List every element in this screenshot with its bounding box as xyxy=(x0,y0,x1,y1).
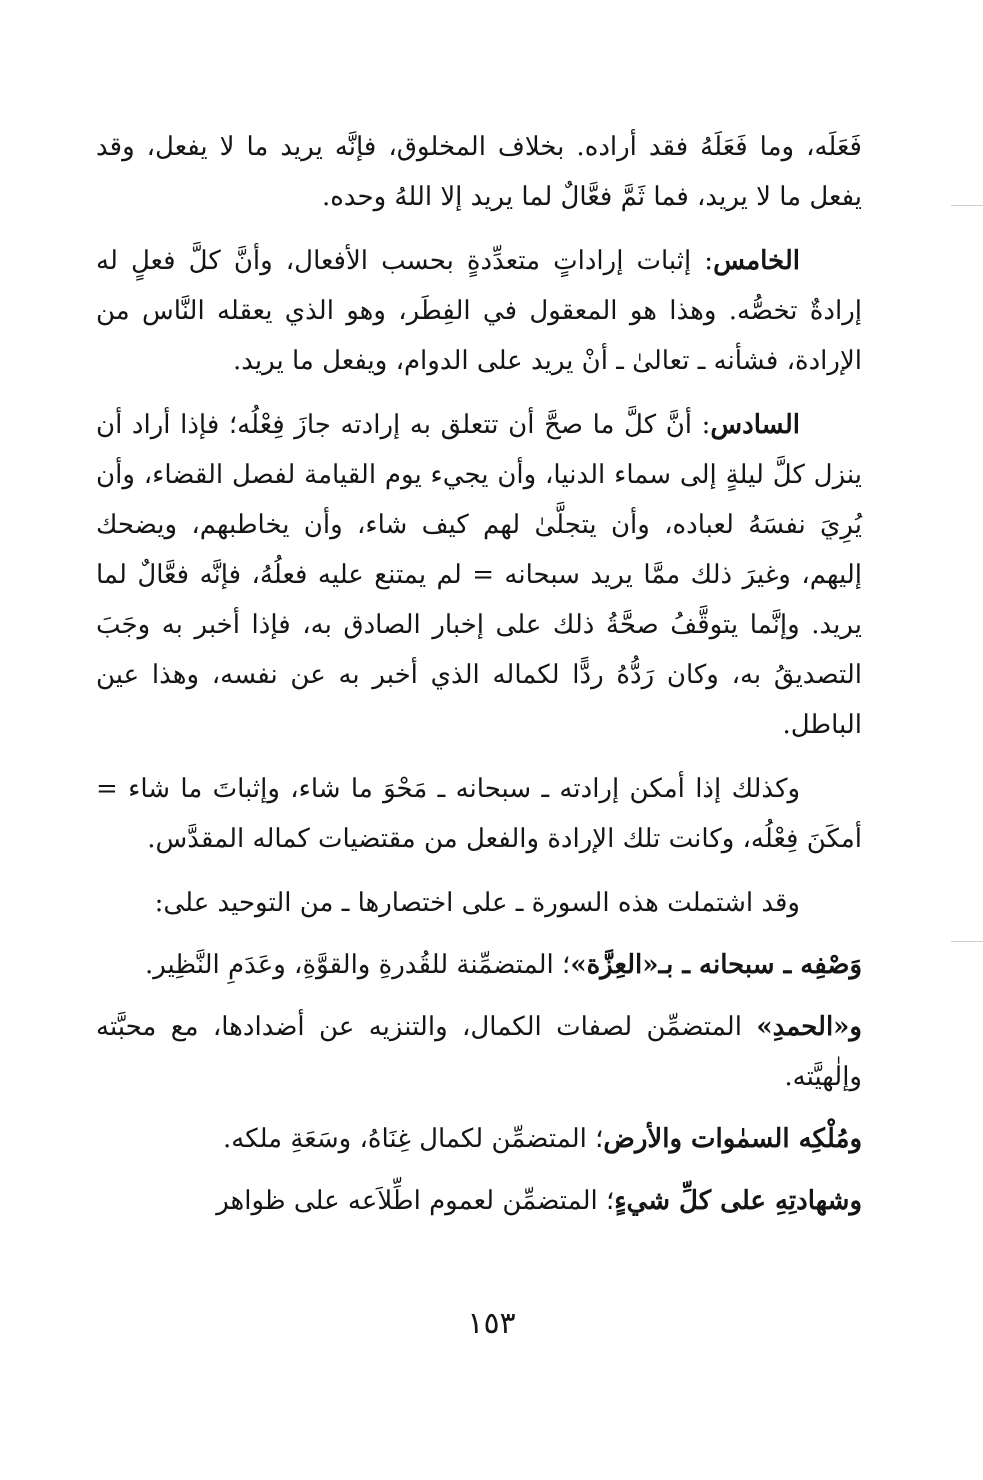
paragraph-shahadah xyxy=(96,1176,862,1226)
paragraph-1 xyxy=(96,122,862,222)
paragraph-fifth-text: : إثبات إراداتٍ متعدِّدةٍ بحسب الأفعال، وأنَّ كلَّ فعلٍ له إرادةٌ تخصُّه. وهذا هو المعقول في الفِطَر، وهو الذي يعقله النَّاس من الإرادة، فشأنه ـ تعالىٰ ـ أنْ يريد على الدوام، ويفعل ما يريد. xyxy=(96,246,862,376)
paragraph-izzah-lead: وَصْفِه ـ سبحانه ـ بـ«العِزَّة» xyxy=(570,950,862,980)
paragraph-izzah-text: ؛ المتضمِّنة للقُدرةِ والقوَّةِ، وعَدَمِ النَّظِير. xyxy=(144,950,571,980)
paragraph-izzah xyxy=(96,940,862,990)
paragraph-fifth xyxy=(96,236,862,386)
paragraph-hamd-lead: و«الحمدِ» xyxy=(756,1012,862,1042)
paragraph-mulk-lead: ومُلْكِه السمٰوات والأرض xyxy=(603,1124,862,1154)
page-number: ١٥٣ xyxy=(467,1306,516,1341)
paragraph-likewise xyxy=(96,764,862,864)
paragraph-mulk-text: ؛ المتضمِّن لكمال غِنَاهُ، وسَعَةِ ملكه. xyxy=(223,1124,604,1154)
paragraph-sixth-lead: السادس xyxy=(710,410,800,440)
paragraph-sixth xyxy=(96,400,862,750)
paragraph-mulk xyxy=(96,1114,862,1164)
page-body xyxy=(96,122,862,1238)
paragraph-likewise-text: وكذلك إذا أمكن إرادته ـ سبحانه ـ مَحْوَ ما شاء، وإثباتَ ما شاء = أمكَنَ فِعْلُه، وكانت تلك الإرادة والفعل من مقتضيات كماله المقدَّس. xyxy=(96,774,862,854)
paragraph-surah-intro-text: وقد اشتملت هذه السورة ـ على اختصارها ـ من التوحيد على: xyxy=(154,888,800,918)
margin-mark-middle xyxy=(951,941,983,942)
paragraph-surah-intro xyxy=(96,878,862,928)
paragraph-fifth-lead: الخامس xyxy=(713,246,800,276)
paragraph-shahadah-lead: وشهادتِهِ على كلِّ شيءٍ xyxy=(614,1186,862,1216)
margin-mark-top xyxy=(951,205,983,206)
paragraph-hamd-text: المتضمِّن لصفات الكمال، والتنزيه عن أضدادها، مع محبَّته وإلٰهيَّته. xyxy=(96,1012,862,1092)
paragraph-shahadah-text: ؛ المتضمِّن لعموم اطِّلاَعه على ظواهر xyxy=(216,1186,615,1216)
paragraph-1-text: فَعَلَه، وما فَعَلَهُ فقد أراده. بخلاف المخلوق، فإنَّه يريد ما لا يفعل، وقد يفعل ما لا يريد، فما ثَمَّ فعَّالٌ لما يريد إلا اللهُ وحده. xyxy=(96,132,862,212)
paragraph-sixth-text: : أنَّ كلَّ ما صحَّ أن تتعلق به إرادته جازَ فِعْلُه؛ فإذا أراد أن ينزل كلَّ ليلةٍ إلى سماء الدنيا، وأن يجيء يوم القيامة لفصل القضاء، وأن يُرِيَ نفسَهُ لعباده، وأن يتجلَّىٰ لهم كيف شاء، وأن يخاطبهم، ويضحك إليهم، وغيرَ ذلك ممَّا يريد سبحانه = لم يمتنع عليه فعلُهُ، فإنَّه فعَّالٌ لما يريد. وإنَّما يتوقَّفُ صحَّةُ ذلك على إخبار الصادق به، فإذا أخبر به وجَبَ التصديقُ به، وكان رَدُّهُ ردًّا لكماله الذي أخبر به عن نفسه، وهذا عين الباطل. xyxy=(96,410,862,740)
paragraph-hamd xyxy=(96,1002,862,1102)
